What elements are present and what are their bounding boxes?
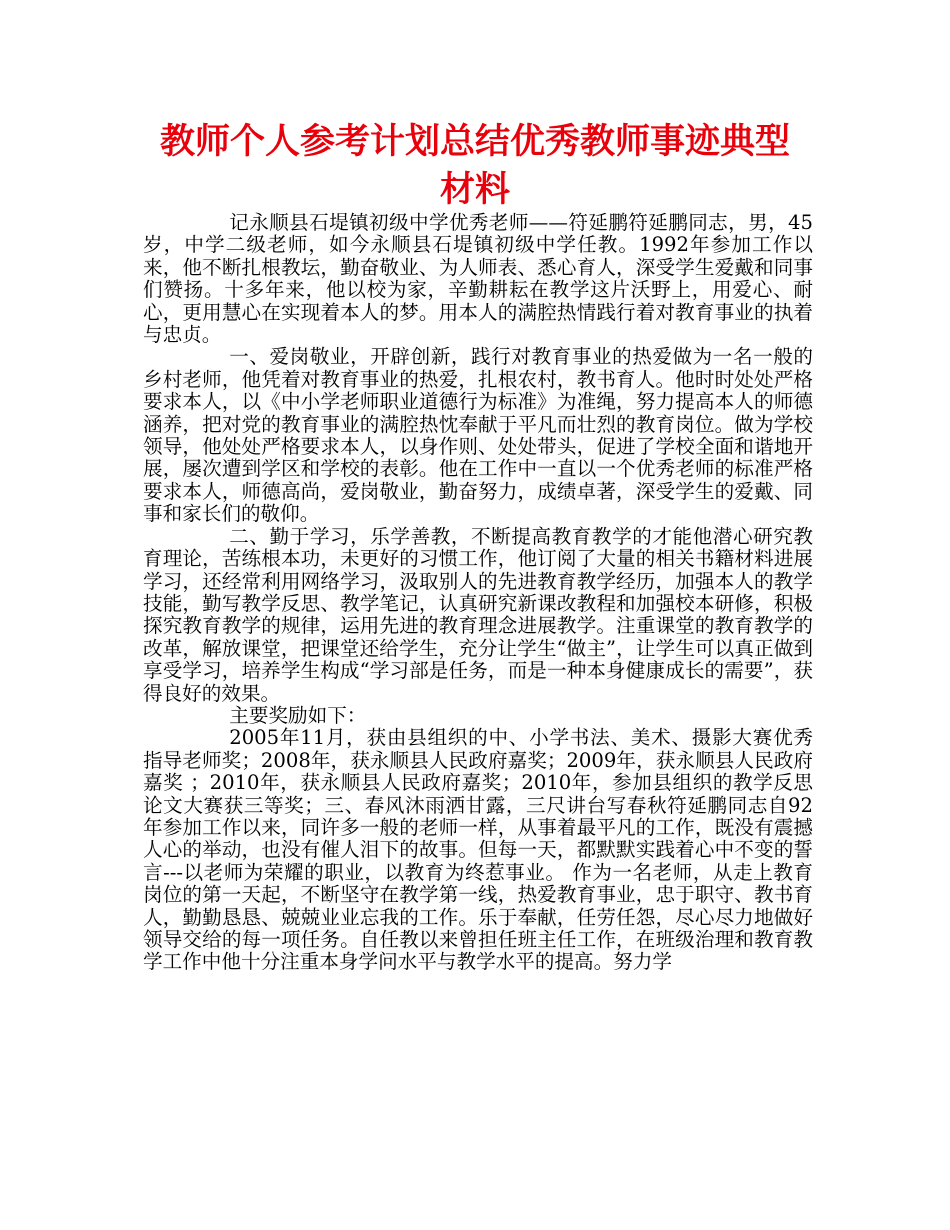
- paragraph-section-one: 一、爱岗敬业，开辟创新，践行对教育事业的热爱做为一名一般的乡村老师，他凭着对教育事业的热爱，扎根农村，教书育人。他时时处处严格要求本人，以《中小学老师职业道德行为标准》为准绳，努力提高本人的师德涵养，把对党的教育事业的满腔热忱奉献于平凡而壮烈的教育岗位。做为学校领导，他处处严格要求本人，以身作则、处处带头，促进了学校全面和谐地开展，屡次遭到学区和学校的表彰。他在工作中一直以一个优秀老师的标准严格要求本人，师德高尚，爱岗敬业，勤奋努力，成绩卓著，深受学生的爱戴、同事和家长们的敬仰。: [143, 345, 813, 526]
- paragraph-section-two: 二、勤于学习，乐学善教，不断提高教育教学的才能他潜心研究教育理论，苦练根本功，未更好的习惯工作，他订阅了大量的相关书籍材料进展学习，还经常利用网络学习，汲取别人的先进教育教学经历，加强本人的教学技能，勤写教学反思、教学笔记，认真研究新课改教程和加强校本研修，积极探究教育教学的规律，运用先进的教育理念进展教学。注重课堂的教育教学的改革，解放课堂，把课堂还给学生，充分让学生“做主”，让学生可以真正做到享受学习，培养学生构成“学习部是任务，而是一种本身健康成长的需要”，获得良好的效果。: [143, 524, 813, 705]
- paragraph-awards-heading: 主要奖励如下：: [229, 703, 367, 727]
- paragraph-awards-list: 2005年11月，获由县组织的中、小学书法、美术、摄影大赛优秀指导老师奖；2008年，获永顺县人民政府嘉奖；2009年，获永顺县人民政府嘉奖 ；2010年，获永顺县人民政府嘉奖；2010年，参加县组织的教学反思论文大赛获三等奖；三、春风沐雨洒甘露，三尺讲台写春秋符延鹏同志自92年参加工作以来，同许多一般的老师一样，从事着最平凡的工作，既没有震撼人心的举动，也没有催人泪下的故事。但每一天，都默默实践着心中不变的誓言---以老师为荣耀的职业，以教育为终惹事业。 作为一名老师，从走上教育岗位的第一天起，不断坚守在教学第一线，热爱教育事业，忠于职守、教书育人，勤勤恳恳、兢兢业业忘我的工作。乐于奉献，任劳任怨，尽心尽力地做好领导交给的每一项任务。自任教以来曾担任班主任工作，在班级治理和教育教学工作中他十分注重本身学问水平与教学水平的提高。努力学: [143, 726, 813, 974]
- document-title: 教师个人参考计划总结优秀教师事迹典型材料: [159, 122, 790, 210]
- document-body: [143, 212, 813, 974]
- paragraph-intro: 记永顺县石堤镇初级中学优秀老师——符延鹏符延鹏同志，男，45岁，中学二级老师，如今永顺县石堤镇初级中学任教。1992年参加工作以来，他不断扎根教坛，勤奋敬业、为人师表、悉心育人，深受学生爱戴和同事们赞扬。十多年来，他以校为家，辛勤耕耘在教学这片沃野上，用爱心、耐心，更用慧心在实现着本人的梦。用本人的满腔热情践行着对教育事业的执着与忠贞。: [143, 211, 813, 347]
